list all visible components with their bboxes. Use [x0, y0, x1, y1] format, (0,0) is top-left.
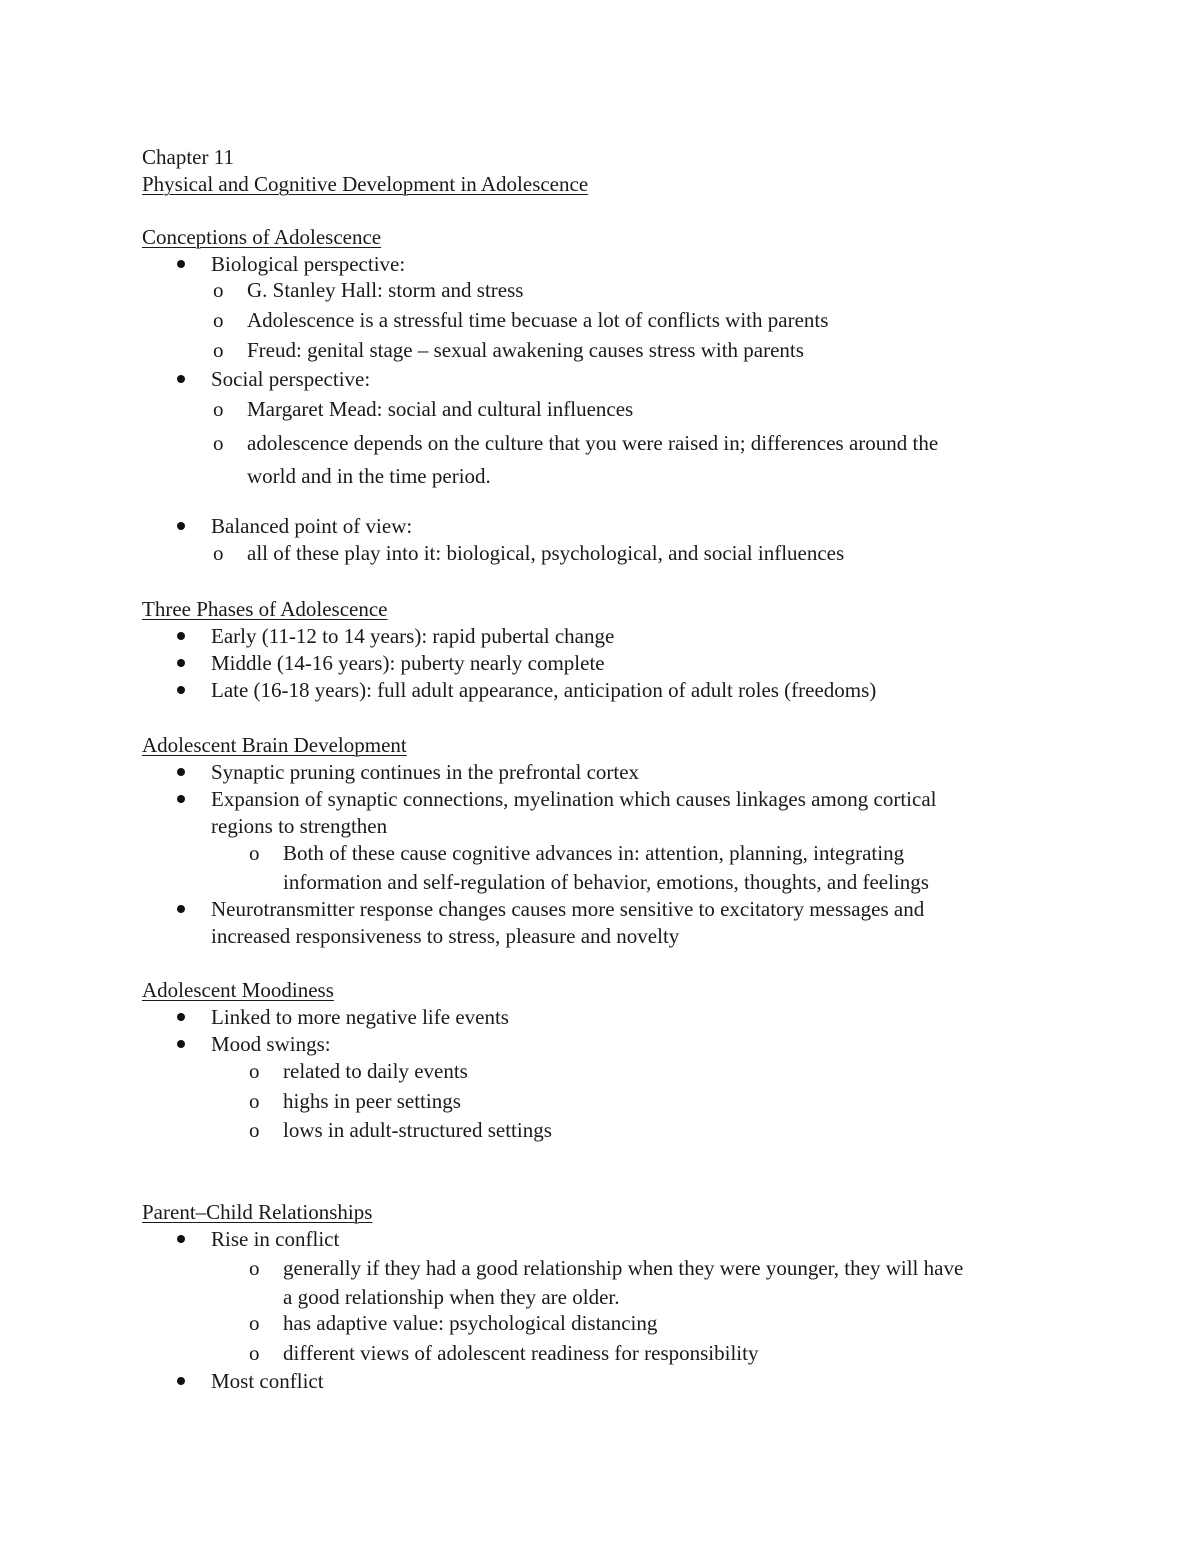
list-item-continued: regions to strengthen	[211, 814, 388, 838]
sub-bullet-icon: o	[213, 308, 224, 332]
sub-list-item: adolescence depends on the culture that you were raised in; differences around the	[247, 431, 939, 455]
sub-bullet-icon: o	[213, 397, 224, 421]
chapter-label: Chapter 11	[142, 145, 234, 169]
sub-bullet-icon: o	[249, 1059, 260, 1083]
list-item: Linked to more negative life events	[211, 1005, 509, 1029]
list-item: Mood swings:	[211, 1032, 331, 1056]
bullet-icon	[177, 1235, 185, 1243]
sub-list-item-continued: world and in the time period.	[247, 464, 491, 488]
list-item: Social perspective:	[211, 367, 371, 391]
bullet-icon	[177, 659, 185, 667]
sub-list-item: Adolescence is a stressful time becuase a lot of conflicts with parents	[247, 308, 829, 332]
section-heading-moodiness: Adolescent Moodiness	[142, 978, 334, 1002]
sub-list-item-continued: a good relationship when they are older.	[283, 1285, 620, 1309]
list-item: Balanced point of view:	[211, 514, 413, 538]
sub-list-item: highs in peer settings	[283, 1089, 461, 1113]
sub-bullet-icon: o	[213, 431, 224, 455]
sub-bullet-icon: o	[213, 278, 224, 302]
sub-bullet-icon: o	[213, 338, 224, 362]
sub-list-item-continued: information and self-regulation of behavior, emotions, thoughts, and feelings	[283, 870, 929, 894]
list-item: Expansion of synaptic connections, myelination which causes linkages among cortical	[211, 787, 937, 811]
sub-bullet-icon: o	[249, 1311, 260, 1335]
sub-bullet-icon: o	[249, 1118, 260, 1142]
list-item: Synaptic pruning continues in the prefrontal cortex	[211, 760, 640, 784]
list-item: Late (16-18 years): full adult appearance, anticipation of adult roles (freedoms)	[211, 678, 877, 702]
sub-bullet-icon: o	[249, 1341, 260, 1365]
bullet-icon	[177, 375, 185, 383]
bullet-icon	[177, 905, 185, 913]
bullet-icon	[177, 1040, 185, 1048]
section-heading-phases: Three Phases of Adolescence	[142, 597, 388, 621]
sub-list-item: Freud: genital stage – sexual awakening causes stress with parents	[247, 338, 804, 362]
sub-list-item: all of these play into it: biological, psychological, and social influences	[247, 541, 845, 565]
bullet-icon	[177, 795, 185, 803]
sub-list-item: G. Stanley Hall: storm and stress	[247, 278, 524, 302]
sub-list-item: related to daily events	[283, 1059, 468, 1083]
list-item: Early (11-12 to 14 years): rapid pubertal change	[211, 624, 615, 648]
bullet-icon	[177, 1013, 185, 1021]
sub-list-item: lows in adult-structured settings	[283, 1118, 552, 1142]
list-item: Most conflict	[211, 1369, 324, 1393]
section-heading-brain: Adolescent Brain Development	[142, 733, 407, 757]
sub-bullet-icon: o	[249, 841, 260, 865]
list-item: Neurotransmitter response changes causes more sensitive to excitatory messages and	[211, 897, 925, 921]
section-heading-conceptions: Conceptions of Adolescence	[142, 225, 382, 249]
sub-bullet-icon: o	[213, 541, 224, 565]
bullet-icon	[177, 1377, 185, 1385]
sub-list-item: has adaptive value: psychological distancing	[283, 1311, 658, 1335]
sub-bullet-icon: o	[249, 1256, 260, 1280]
section-heading-parent-child: Parent–Child Relationships	[142, 1200, 373, 1224]
list-item-continued: increased responsiveness to stress, pleasure and novelty	[211, 924, 680, 948]
list-item: Middle (14-16 years): puberty nearly complete	[211, 651, 605, 675]
bullet-icon	[177, 686, 185, 694]
page-title: Physical and Cognitive Development in Adolescence	[142, 172, 589, 196]
bullet-icon	[177, 260, 185, 268]
sub-list-item: Both of these cause cognitive advances in: attention, planning, integrating	[283, 841, 905, 865]
sub-list-item: different views of adolescent readiness for responsibility	[283, 1341, 759, 1365]
list-item: Rise in conflict	[211, 1227, 340, 1251]
sub-bullet-icon: o	[249, 1089, 260, 1113]
sub-list-item: Margaret Mead: social and cultural influences	[247, 397, 634, 421]
sub-list-item: generally if they had a good relationship when they were younger, they will have	[283, 1256, 964, 1280]
bullet-icon	[177, 522, 185, 530]
bullet-icon	[177, 768, 185, 776]
list-item: Biological perspective:	[211, 252, 406, 276]
bullet-icon	[177, 632, 185, 640]
